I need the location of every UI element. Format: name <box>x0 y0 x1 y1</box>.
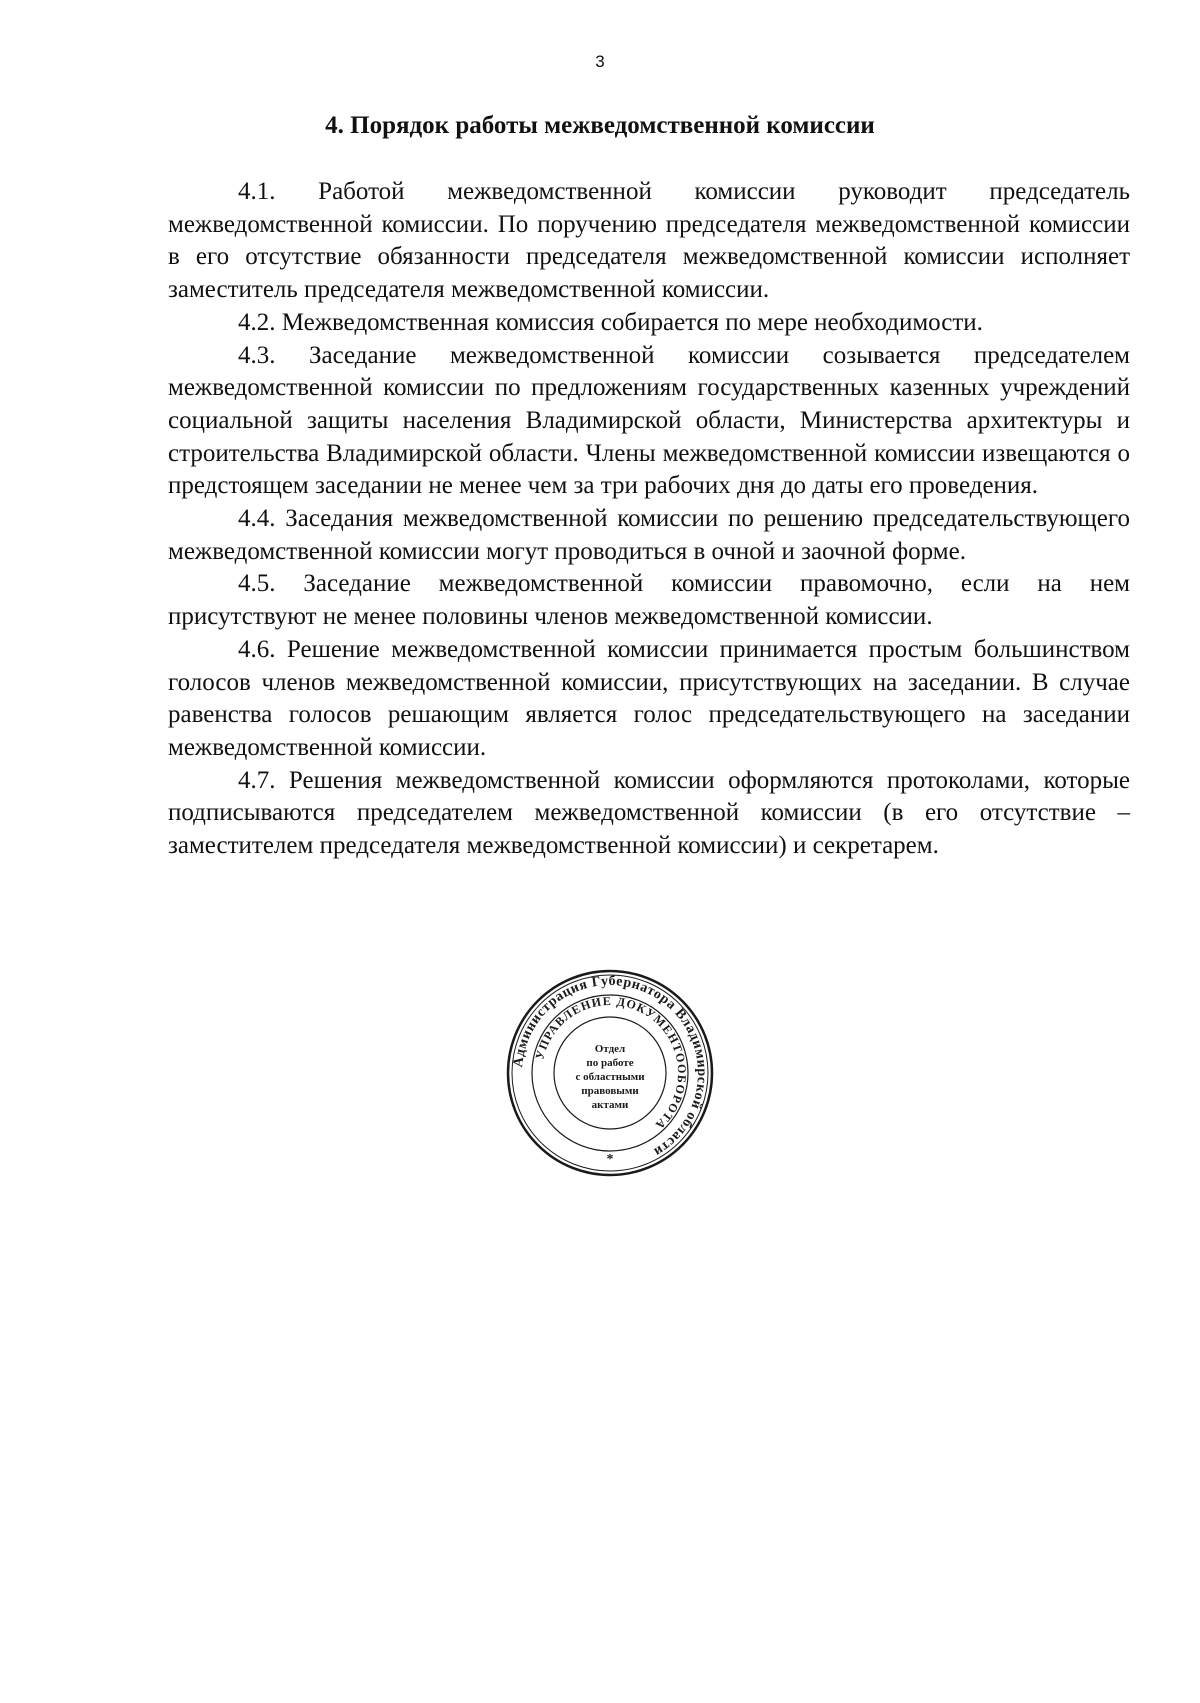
seal-center-line-4: правовыми <box>581 1085 639 1097</box>
seal-graphic <box>505 968 715 1178</box>
seal-center-line-2: по работе <box>586 1057 634 1069</box>
section-title: 4. Порядок работы межведомственной комиссии <box>325 112 875 139</box>
paragraph-4-2: 4.2. Межведомственная комиссия собирается по мере необходимости. <box>238 308 983 336</box>
paragraph-4-1: 4.1. Работой межведомственной комиссии руководит председатель межведомственной комиссии. По поручению председателя межведомственной комиссии в его отсутствие обязанности председателя межведомственной комиссии исполняет заместитель председателя межведомственной комиссии. <box>168 178 1130 304</box>
page-number: 3 <box>595 52 605 71</box>
seal-center-line-1: Отдел <box>594 1043 626 1055</box>
seal-star-icon: * <box>606 1152 614 1167</box>
seal-center-line-3: с областными <box>575 1071 645 1083</box>
paragraph-4-5: 4.5. Заседание межведомственной комиссии правомочно, если на нем присутствуют не менее половины членов межведомственной комиссии. <box>168 570 1130 631</box>
seal-outer-text: Администрация Губернатора Владимирской области <box>511 973 710 1160</box>
paragraph-4-3: 4.3. Заседание межведомственной комиссии созывается председателем межведомственной комиссии по предложениям государственных казенных учреждений социальной защиты населения Владимирской области, Министерства архитектуры и строительства Владимирской области. Члены межведомственной комиссии извещаются о предстоящем заседании не менее чем за три рабочих дня до даты его проведения. <box>168 341 1130 500</box>
official-seal <box>505 968 715 1178</box>
paragraph-4-4: 4.4. Заседания межведомственной комиссии по решению председательствующего межведомственной комиссии могут проводиться в очной и заочной форме. <box>168 505 1130 565</box>
seal-center-line-5: актами <box>591 1099 629 1111</box>
document-body <box>168 176 1130 863</box>
paragraph-4-7: 4.7. Решения межведомственной комиссии оформляются протоколами, которые подписываются председателем межведомственной комиссии (в его отсутствие – заместителем председателя межведомственной комиссии) и секретарем. <box>168 766 1130 860</box>
seal-inner-text: УПРАВЛЕНИЕ ДОКУМЕНТООБОРОТА <box>532 993 690 1133</box>
paragraph-4-6: 4.6. Решение межведомственной комиссии принимается простым большинством голосов членов межведомственной комиссии, присутствующих на заседании. В случае равенства голосов решающим является голос председательствующего на заседании межведомственной комиссии. <box>168 635 1130 761</box>
